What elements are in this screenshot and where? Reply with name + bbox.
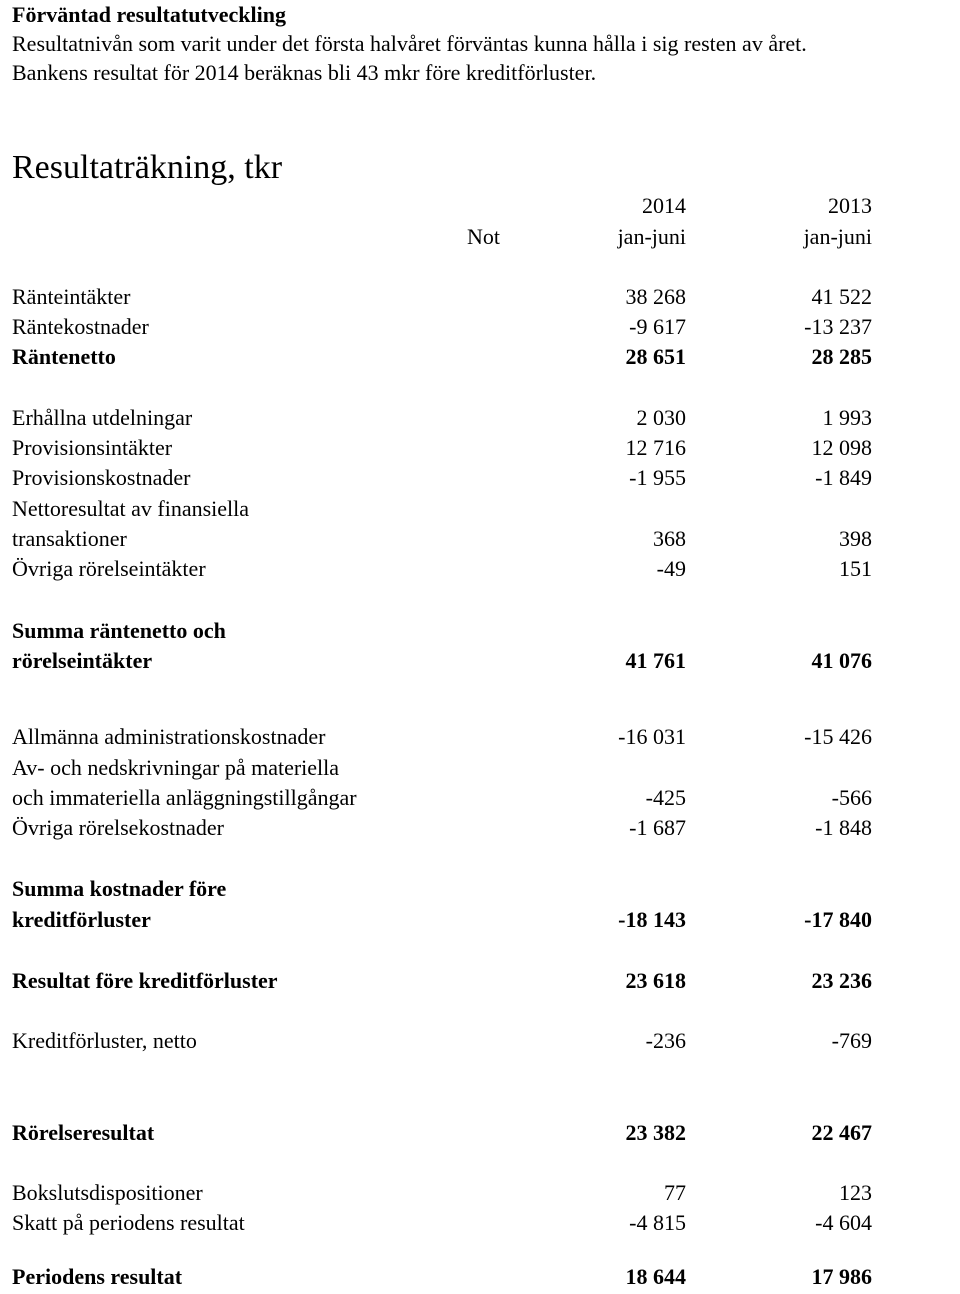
value-2014: -1 687 — [629, 815, 686, 840]
table-row — [12, 813, 872, 843]
value-2014: -1 955 — [629, 465, 686, 490]
value-2014: 12 716 — [625, 435, 686, 460]
table-row-label-line — [12, 616, 872, 646]
row-label: Summa kostnader före — [12, 876, 227, 901]
value-2014: 41 761 — [625, 648, 686, 673]
value-2014: 18 644 — [625, 1264, 686, 1289]
value-2014: 368 — [653, 526, 686, 551]
table-row-label-line — [12, 874, 872, 904]
value-2013: -566 — [831, 785, 872, 810]
row-label: Övriga rörelseintäkter — [12, 556, 206, 581]
table-row — [12, 433, 872, 463]
table-row — [12, 403, 872, 433]
value-2014: -49 — [656, 556, 686, 581]
table-row — [12, 783, 872, 813]
table-row — [12, 554, 872, 584]
value-2014: -425 — [645, 785, 686, 810]
table-row — [12, 312, 872, 342]
row-label: Provisionsintäkter — [12, 435, 173, 460]
row-label: Rörelseresultat — [12, 1120, 155, 1145]
value-2013: -1 848 — [815, 815, 872, 840]
row-label: Erhållna utdelningar — [12, 405, 193, 430]
table-row — [12, 722, 872, 752]
row-label-continued: transaktioner — [12, 526, 127, 551]
column-header-year-row — [12, 191, 872, 221]
value-2014: 38 268 — [625, 284, 686, 309]
value-2013: 398 — [839, 526, 872, 551]
column-header-note: Not — [467, 224, 500, 249]
table-row-subtotal — [12, 342, 872, 372]
value-2013: -769 — [831, 1028, 872, 1053]
value-2014: 23 382 — [625, 1120, 686, 1145]
value-2013: 123 — [839, 1180, 872, 1205]
column-header-period-2014: jan-juni — [617, 224, 686, 249]
column-header-period-row — [12, 222, 872, 252]
value-2013: 41 522 — [811, 284, 872, 309]
income-statement-title: Resultaträkning, tkr — [12, 149, 283, 186]
value-2013: -15 426 — [804, 724, 872, 749]
value-2014: 77 — [664, 1180, 686, 1205]
table-row — [12, 463, 872, 493]
value-2013: 23 236 — [811, 968, 872, 993]
value-2014: -4 815 — [629, 1210, 686, 1235]
row-label: Resultat före kreditförluster — [12, 968, 278, 993]
row-label: Allmänna administrationskostnader — [12, 724, 326, 749]
row-label: Ränteintäkter — [12, 284, 131, 309]
value-2013: 17 986 — [811, 1264, 872, 1289]
value-2013: -4 604 — [815, 1210, 872, 1235]
table-row — [12, 1178, 872, 1208]
row-label-continued: och immateriella anläggningstillgångar — [12, 785, 357, 810]
value-2013: 22 467 — [811, 1120, 872, 1145]
row-label: Summa räntenetto och — [12, 618, 226, 643]
value-2014: -18 143 — [618, 907, 686, 932]
value-2014: 2 030 — [636, 405, 686, 430]
value-2014: -9 617 — [629, 314, 686, 339]
table-row-subtotal — [12, 1118, 872, 1148]
row-label: Bokslutsdispositioner — [12, 1180, 203, 1205]
row-label: Räntenetto — [12, 344, 116, 369]
row-label: Av- och nedskrivningar på materiella — [12, 755, 340, 780]
row-label-continued: rörelseintäkter — [12, 648, 153, 673]
column-header-period-2013: jan-juni — [803, 224, 872, 249]
table-row-label-line — [12, 753, 872, 783]
table-row — [12, 282, 872, 312]
value-2014: -236 — [645, 1028, 686, 1053]
row-label-continued: kreditförluster — [12, 907, 151, 932]
forecast-heading: Förväntad resultatutveckling — [12, 2, 286, 27]
value-2013: 151 — [839, 556, 872, 581]
table-row — [12, 1026, 872, 1056]
value-2014: -16 031 — [618, 724, 686, 749]
column-header-year-2013: 2013 — [828, 193, 872, 218]
table-row-subtotal — [12, 966, 872, 996]
value-2013: -13 237 — [804, 314, 872, 339]
row-label: Nettoresultat av finansiella — [12, 496, 250, 521]
row-label: Skatt på periodens resultat — [12, 1210, 245, 1235]
row-label: Periodens resultat — [12, 1264, 183, 1289]
value-2013: 28 285 — [811, 344, 872, 369]
table-row — [12, 1208, 872, 1238]
row-label: Provisionskostnader — [12, 465, 191, 490]
column-header-year-2014: 2014 — [642, 193, 686, 218]
row-label: Övriga rörelsekostnader — [12, 815, 224, 840]
forecast-text-line: Bankens resultat för 2014 beräknas bli 43 mkr före kreditförluster. — [12, 60, 597, 85]
value-2013: -1 849 — [815, 465, 872, 490]
table-row-label-line — [12, 494, 872, 524]
value-2013: 1 993 — [822, 405, 872, 430]
value-2014: 23 618 — [625, 968, 686, 993]
forecast-text-line: Resultatnivån som varit under det första halvåret förväntas kunna hålla i sig resten av året. — [12, 31, 807, 56]
forecast-section — [12, 0, 952, 87]
value-2013: 12 098 — [811, 435, 872, 460]
row-label: Kreditförluster, netto — [12, 1028, 197, 1053]
table-row-subtotal — [12, 646, 872, 676]
value-2013: 41 076 — [811, 648, 872, 673]
value-2014: 28 651 — [625, 344, 686, 369]
value-2013: -17 840 — [804, 907, 872, 932]
table-row-total — [12, 1262, 872, 1292]
row-label: Räntekostnader — [12, 314, 149, 339]
table-row — [12, 524, 872, 554]
table-row-subtotal — [12, 905, 872, 935]
